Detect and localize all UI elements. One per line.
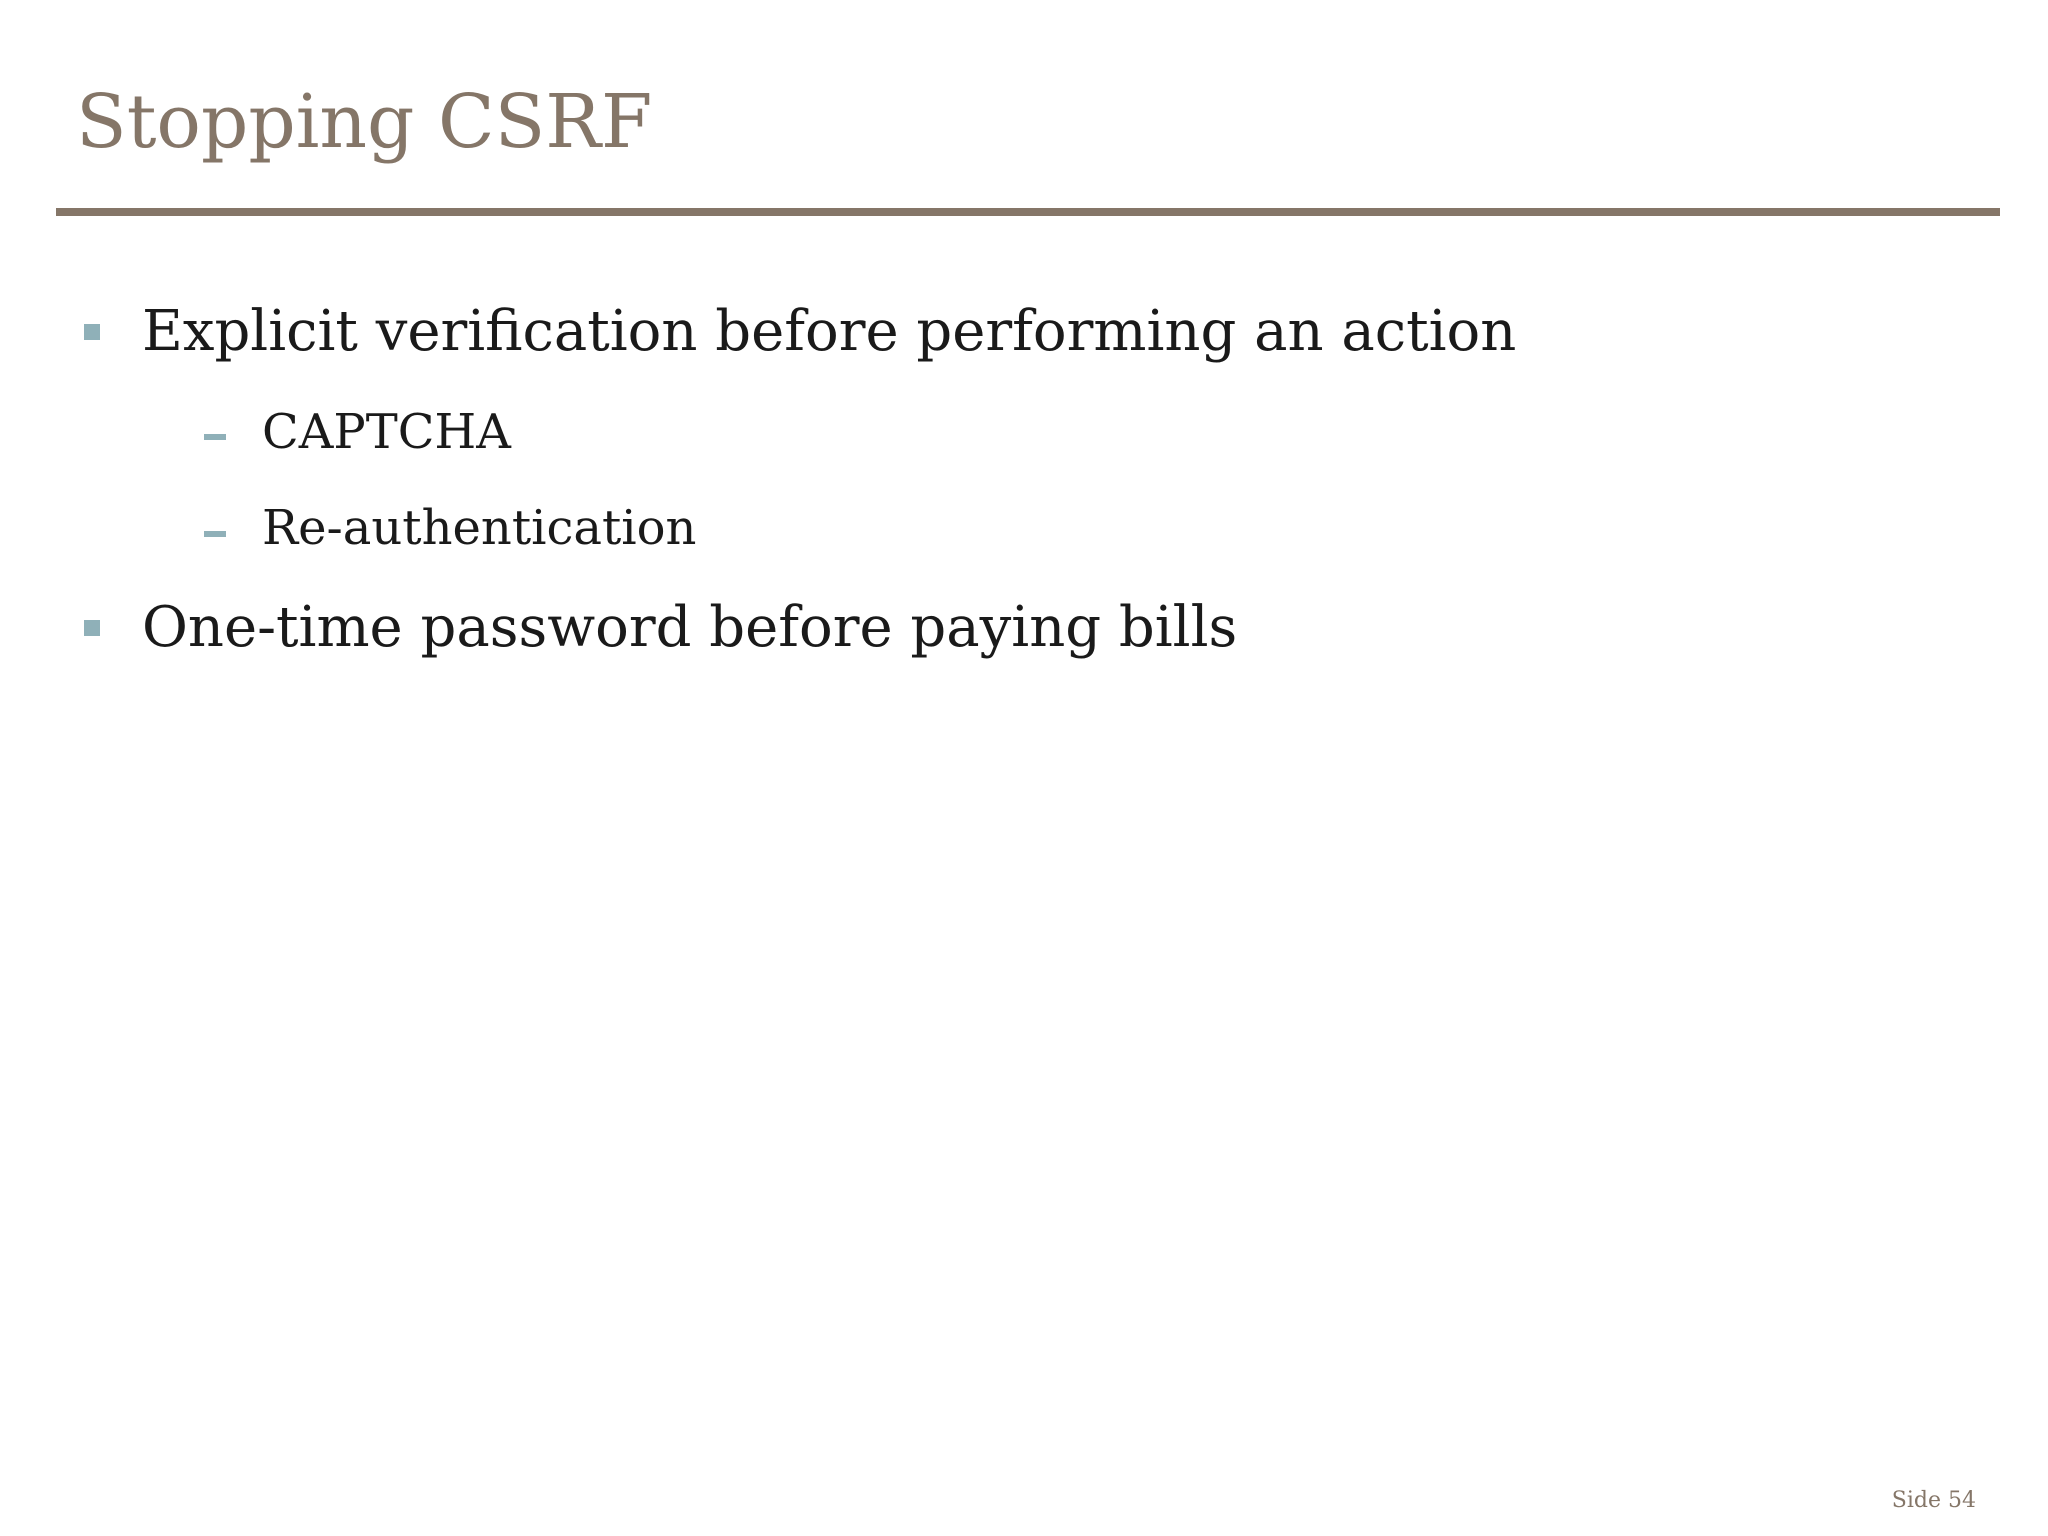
slide-number: Side 54	[1891, 1488, 1976, 1513]
bullet-square-icon	[84, 324, 100, 340]
bullet-item: Explicit verification before performing an action	[142, 299, 1517, 364]
sub-bullet-item: Re-authentication	[262, 500, 697, 556]
sub-bullet-dash-icon	[204, 434, 226, 440]
title-divider	[56, 208, 2000, 216]
bullet-item: One-time password before paying bills	[142, 595, 1238, 660]
sub-bullet-dash-icon	[204, 531, 226, 537]
sub-bullet-item: CAPTCHA	[262, 404, 511, 460]
bullet-square-icon	[84, 620, 100, 636]
slide-title: Stopping CSRF	[76, 79, 653, 165]
